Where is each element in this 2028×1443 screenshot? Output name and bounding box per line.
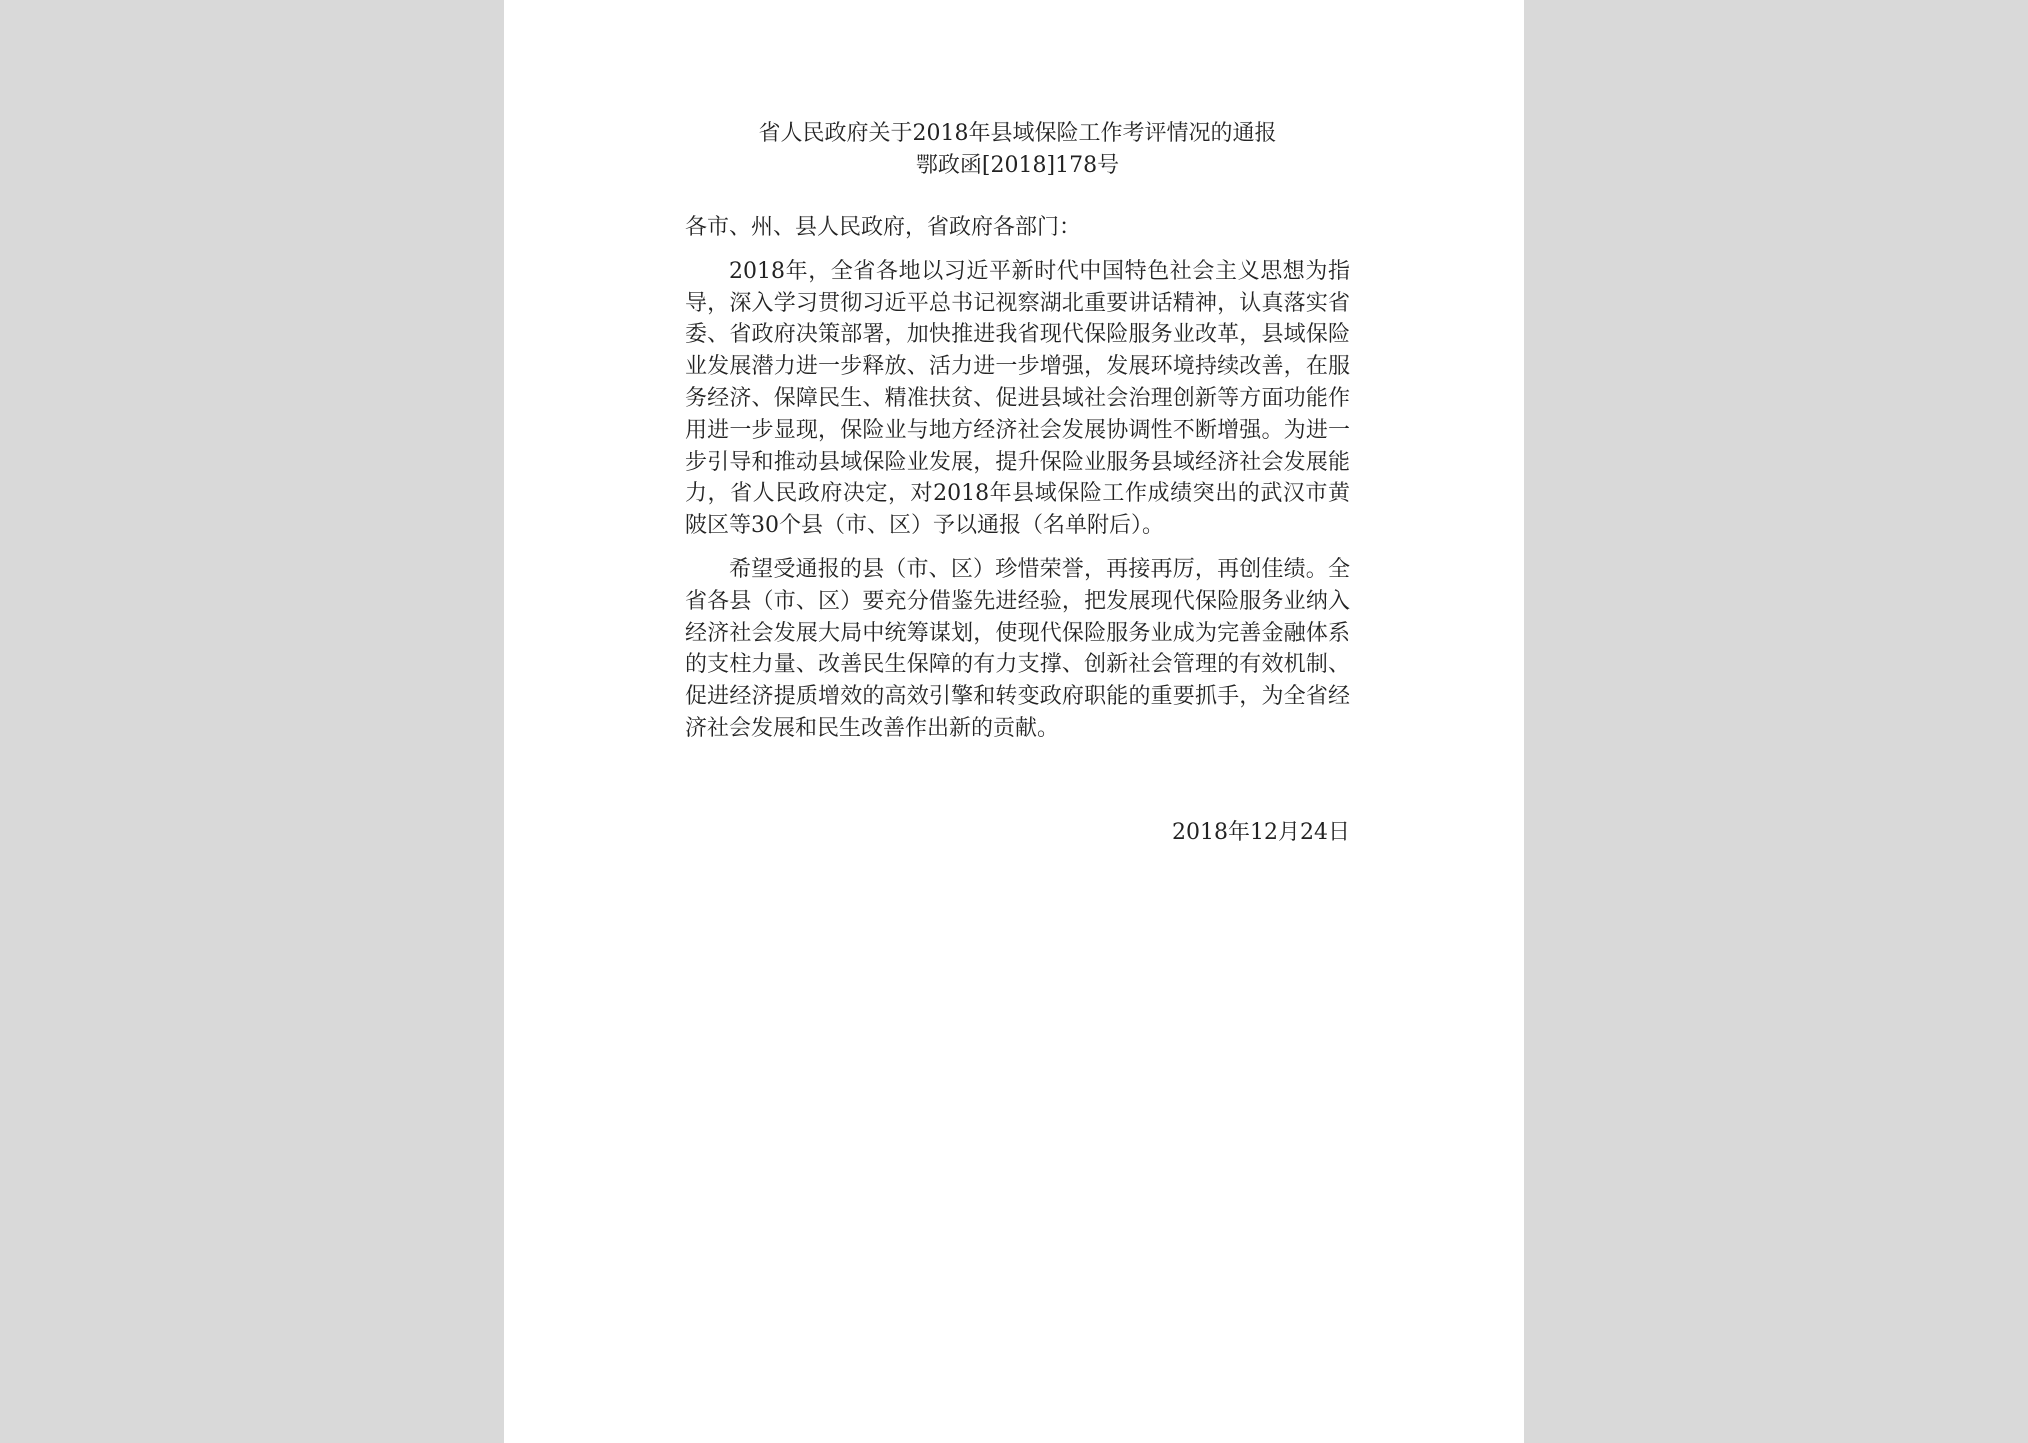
document-title: 省人民政府关于2018年县域保险工作考评情况的通报 bbox=[758, 121, 1277, 146]
document-number: 鄂政函[2018]178号 bbox=[915, 153, 1120, 178]
salutation: 各市、州、县人民政府，省政府各部门： bbox=[685, 215, 1082, 240]
document-body bbox=[685, 118, 1350, 849]
document-page bbox=[504, 0, 1524, 1443]
paragraph-1: 2018年，全省各地以习近平新时代中国特色社会主义思想为指导，深入学习贯彻习近平总书记视察湖北重要讲话精神，认真落实省委、省政府决策部署，加快推进我省现代保险服务业改革，县域保险业发展潜力进一步释放、活力进一步增强，发展环境持续改善，在服务经济、保障民生、精准扶贫、促进县域社会治理创新等方面功能作用进一步显现，保险业与地方经济社会发展协调性不断增强。为进一步引导和推动县域保险业发展，提升保险业服务县域经济社会发展能力，省人民政府决定，对2018年县域保险工作成绩突出的武汉市黄陂区等30个县（市、区）予以通报（名单附后）。 bbox=[685, 258, 1350, 539]
paragraph-2: 希望受通报的县（市、区）珍惜荣誉，再接再厉，再创佳绩。全省各县（市、区）要充分借鉴先进经验，把发展现代保险服务业纳入经济社会发展大局中统筹谋划，使现代保险服务业成为完善金融体系的支柱力量、改善民生保障的有力支撑、创新社会管理的有效机制、促进经济提质增效的高效引擎和转变政府职能的重要抓手，为全省经济社会发展和民生改善作出新的贡献。 bbox=[685, 556, 1350, 741]
document-date: 2018年12月24日 bbox=[1172, 819, 1350, 845]
